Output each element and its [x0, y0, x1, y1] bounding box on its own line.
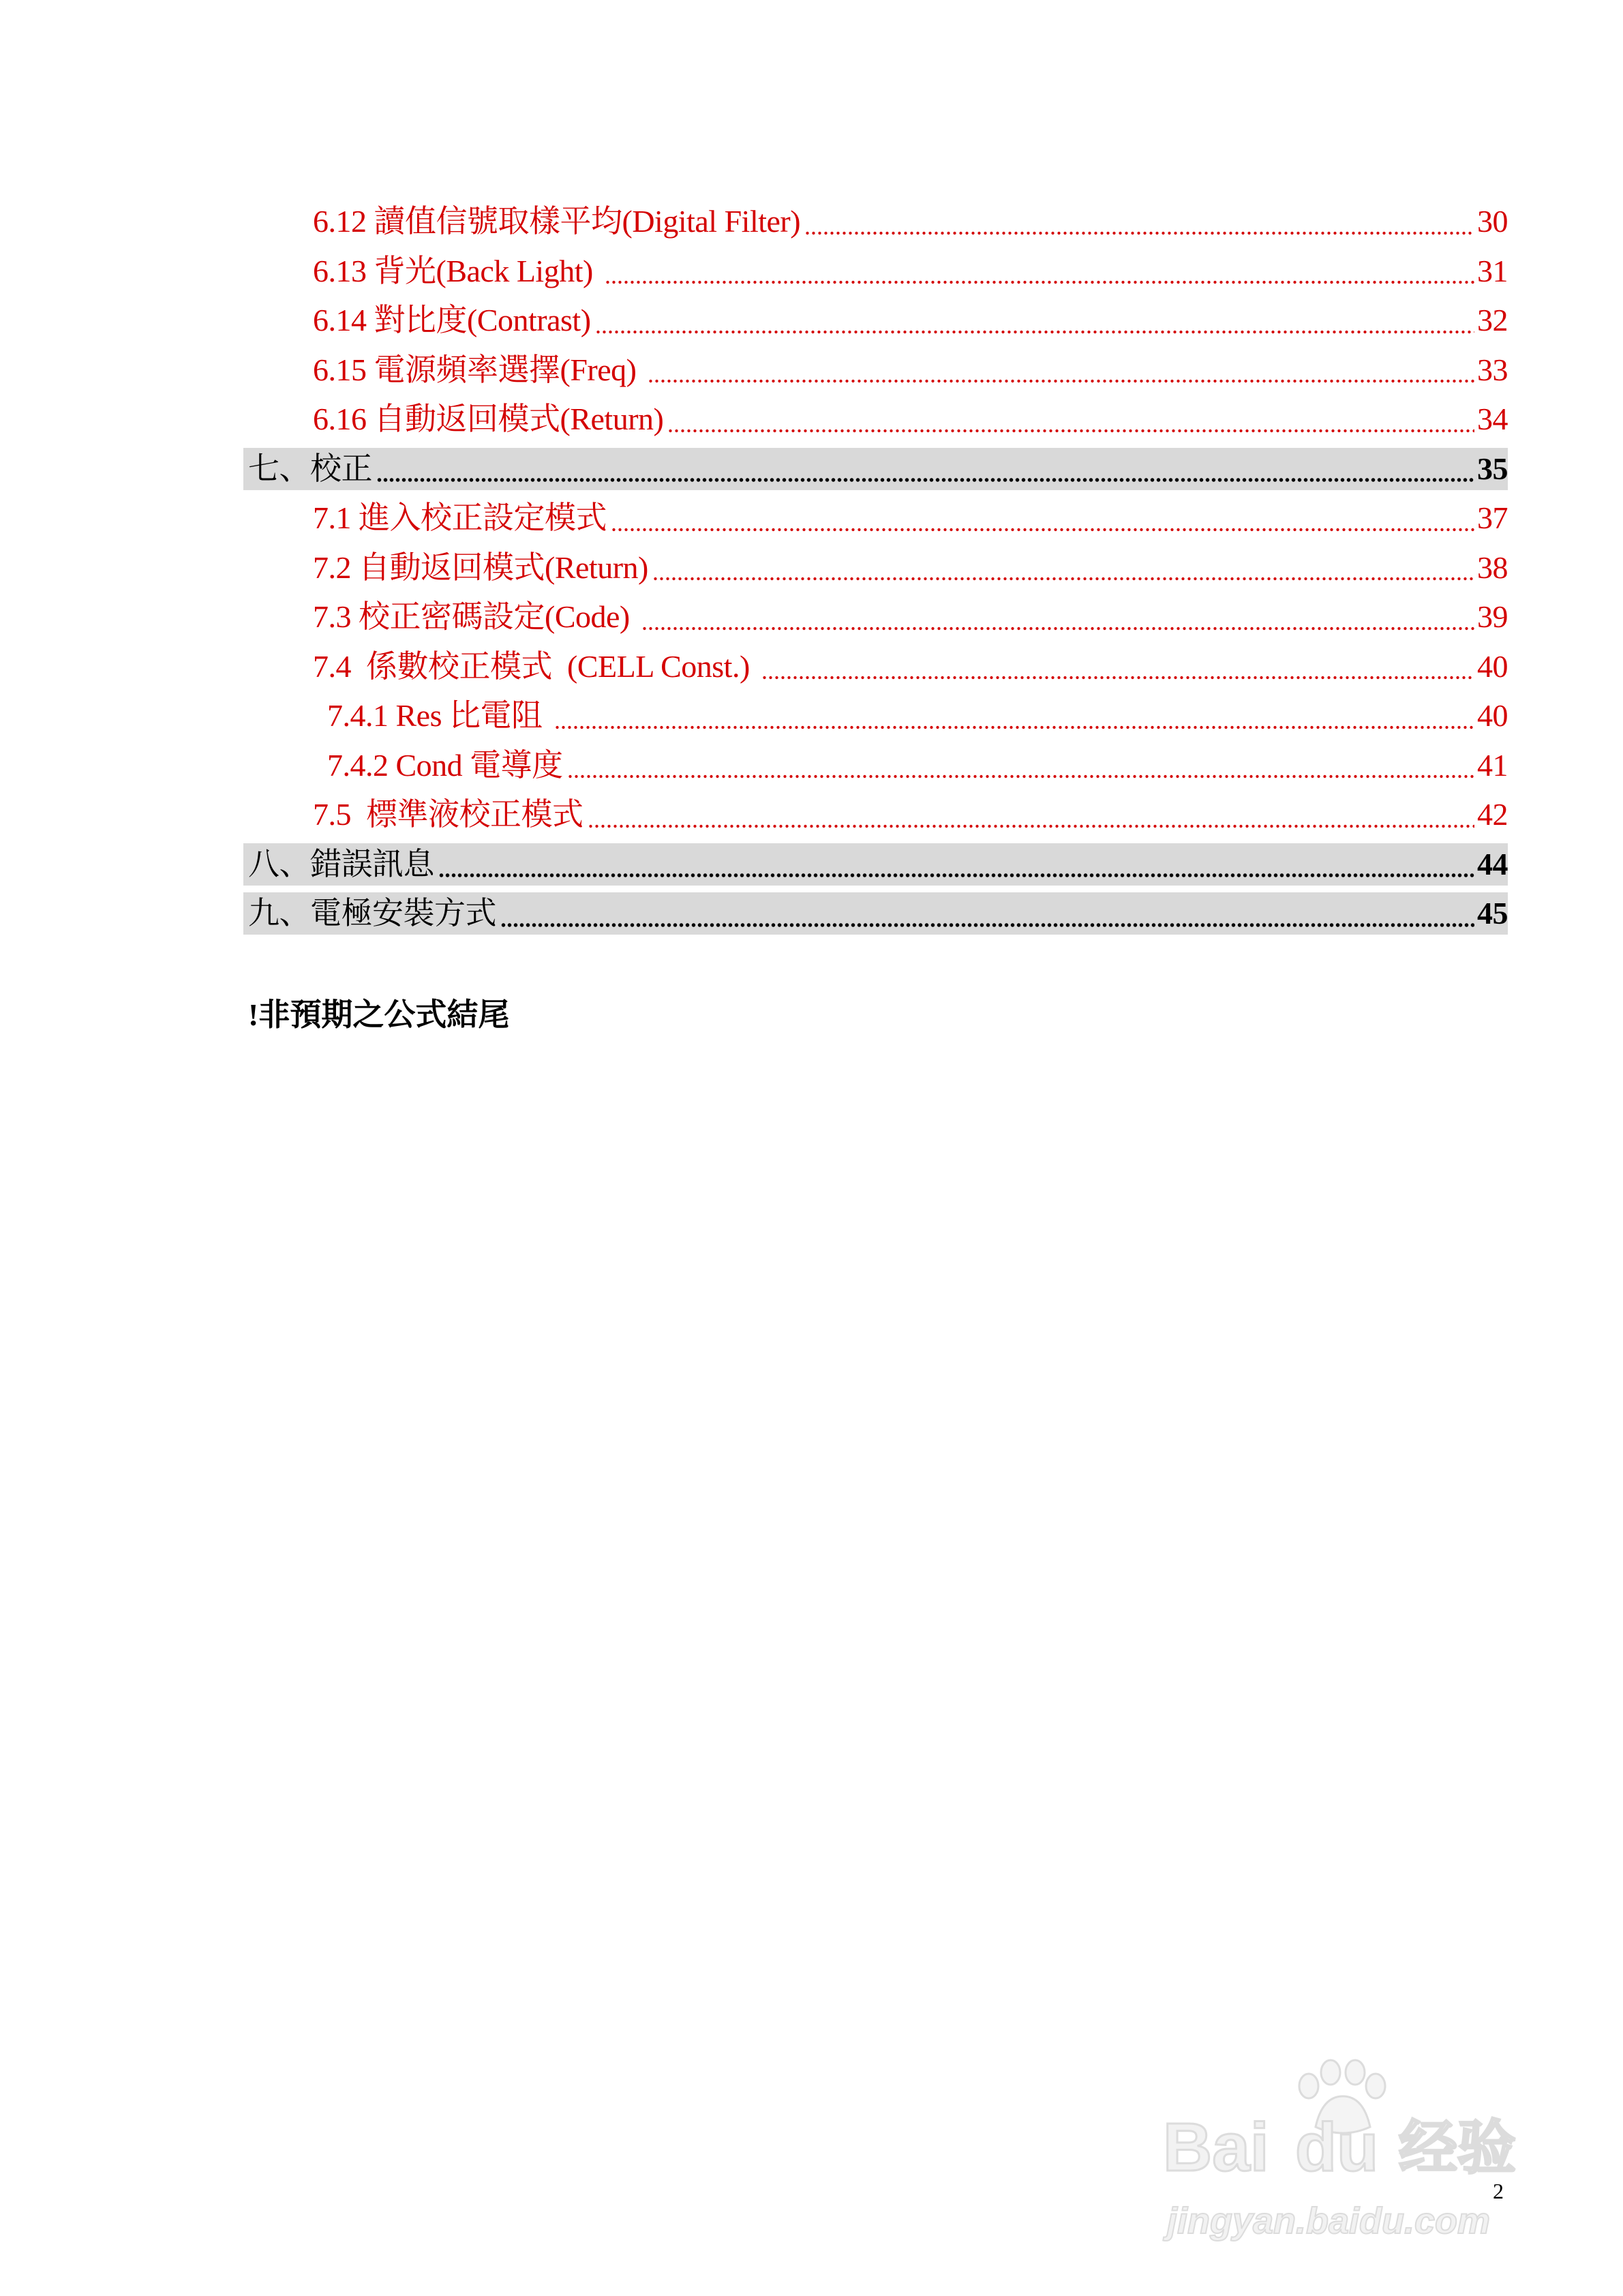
toc-page-number: 38 [1477, 549, 1508, 585]
toc-entry-label: 7.2 自動返回模式(Return) [313, 549, 648, 585]
leader-dots [652, 543, 1474, 593]
toc-page-number: 35 [1477, 451, 1508, 486]
toc-entry-label: 6.13 背光(Back Light) [313, 253, 601, 288]
toc-page-number: 37 [1477, 500, 1508, 535]
toc-page-number: 39 [1477, 599, 1508, 634]
toc-entry-label: 6.14 對比度(Contrast) [313, 303, 591, 337]
leader-dots [376, 444, 1474, 494]
toc-entry-label: 7.1 進入校正設定模式 [313, 500, 607, 535]
leader-dots [595, 296, 1474, 346]
toc-entry-7-4-1[interactable] [243, 691, 1508, 741]
toc-page-number: 40 [1477, 698, 1508, 733]
toc-chapter-label: 八、錯誤訊息 [248, 846, 434, 881]
toc-entry-label: 6.16 自動返回模式(Return) [313, 402, 664, 436]
toc-page-number: 31 [1477, 253, 1508, 288]
toc-entry-6-12[interactable] [243, 197, 1508, 247]
toc-page-number: 32 [1477, 303, 1508, 337]
toc-entry-6-16[interactable] [243, 395, 1508, 444]
toc-entry-label: 7.4 係數校正模式 (CELL Const.) [313, 648, 757, 684]
toc-chapter-7[interactable] [243, 444, 1508, 494]
toc-entry-6-14[interactable] [243, 296, 1508, 346]
toc-entry-6-15[interactable] [243, 346, 1508, 395]
table-of-contents [243, 197, 1508, 939]
toc-entry-7-1[interactable] [243, 494, 1508, 543]
watermark-text: du [1295, 2109, 1379, 2186]
watermark-url: jingyan.baidu.com [1167, 2201, 1491, 2241]
toc-entry-6-13[interactable] [243, 247, 1508, 297]
formula-error-note: !非預期之公式結尾 [248, 997, 510, 1032]
leader-dots [500, 889, 1474, 939]
leader-dots [554, 691, 1475, 741]
watermark-text: Bai [1163, 2109, 1269, 2186]
leader-dots [567, 741, 1474, 791]
toc-entry-label: 7.5 標準液校正模式 [313, 797, 583, 832]
leader-dots [804, 197, 1474, 247]
toc-chapter-9[interactable] [243, 889, 1508, 939]
toc-page-number: 44 [1477, 846, 1508, 881]
leader-dots [611, 494, 1474, 543]
toc-entry-7-2[interactable] [243, 543, 1508, 593]
toc-chapter-label: 七、校正 [248, 451, 372, 486]
toc-page-number: 45 [1477, 896, 1508, 931]
toc-entry-label: 7.4.1 Res 比電阻 [327, 698, 550, 733]
watermark-text: 经验 [1399, 2115, 1516, 2181]
toc-entry-label: 7.3 校正密碼設定(Code) [313, 599, 637, 634]
toc-page-number: 41 [1477, 747, 1508, 783]
toc-page-number: 34 [1477, 402, 1508, 436]
toc-page-number: 40 [1477, 648, 1508, 684]
leader-dots [761, 642, 1474, 692]
toc-page-number: 42 [1477, 797, 1508, 832]
leader-dots [641, 592, 1474, 642]
leader-dots [438, 840, 1474, 890]
toc-entry-7-4[interactable] [243, 642, 1508, 692]
toc-entry-label: 6.12 讀值信號取樣平均(Digital Filter) [313, 204, 801, 239]
toc-entry-7-3[interactable] [243, 592, 1508, 642]
toc-page-number: 33 [1477, 352, 1508, 387]
toc-entry-7-4-2[interactable] [243, 741, 1508, 791]
toc-chapter-8[interactable] [243, 840, 1508, 890]
toc-entry-7-5[interactable] [243, 790, 1508, 840]
leader-dots [605, 247, 1474, 297]
page-number: 2 [1493, 2179, 1504, 2203]
toc-entry-label: 7.4.2 Cond 電導度 [327, 747, 563, 783]
leader-dots [648, 346, 1474, 395]
leader-dots [588, 790, 1475, 840]
toc-page-number: 30 [1477, 204, 1508, 239]
toc-chapter-label: 九、電極安裝方式 [248, 896, 496, 931]
toc-entry-label: 6.15 電源頻率選擇(Freq) [313, 352, 644, 387]
leader-dots [667, 395, 1474, 444]
